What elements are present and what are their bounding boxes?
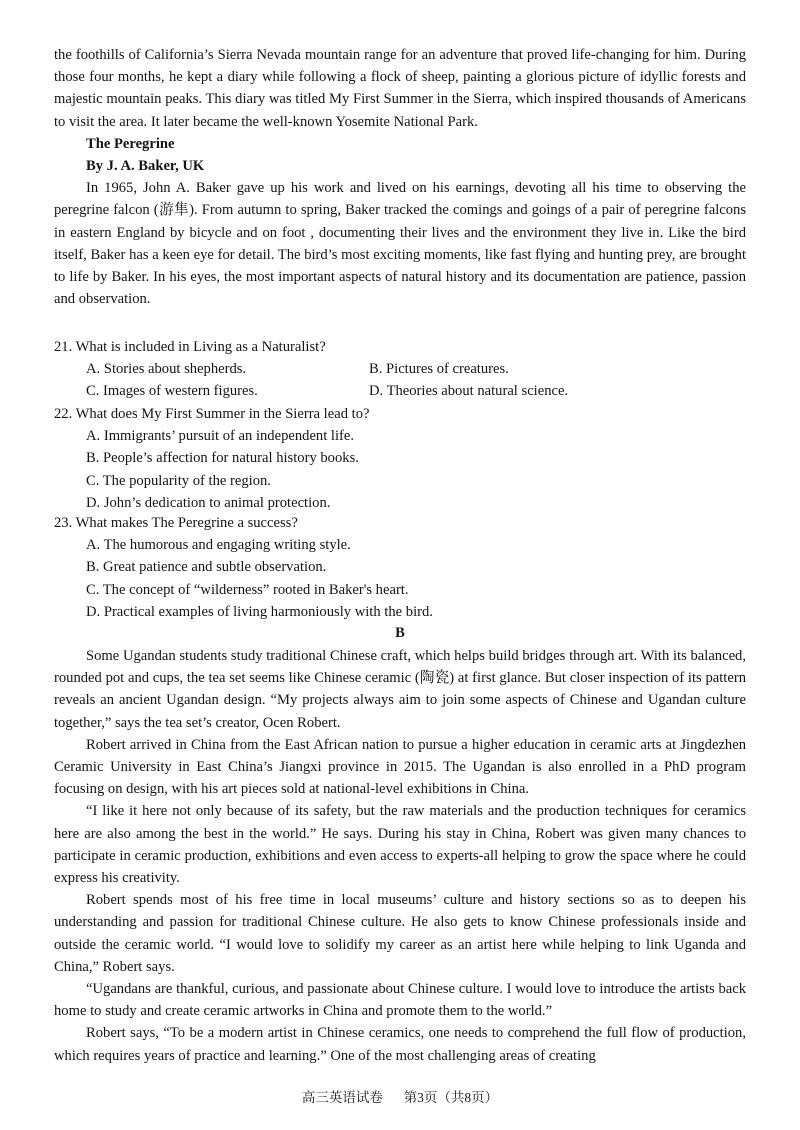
option-d: D. Theories about natural science. (369, 383, 569, 400)
option-d: D. John’s dedication to animal protection. (86, 494, 331, 511)
passage-b-paragraph-3: “I like it here not only because of its safety, but the raw materials and the production techniques for ceramics here are also among the best in the world.” He says. During his stay in China, Robert was given many chances to participate in ceramic production, exhibitions and even access to experts-all helping to grow the space where he could express his creativity. (54, 803, 746, 887)
option-c: C. Images of western figures. (86, 383, 258, 400)
page-footer (0, 1087, 800, 1109)
question-stem: 23. What makes The Peregrine a success? (54, 515, 298, 531)
book-author: By J. A. Baker, UK (86, 158, 205, 175)
passage-b (54, 645, 746, 1067)
passage-b-paragraph-4: Robert spends most of his free time in local museums’ culture and history sections so as to deepen his understanding and passion for traditional Chinese culture. He also gets to know Chinese professionals inside and outside the ceramic world. “I would love to solidify my career as an artist here while helping to link Uganda and China,” Robert says. (54, 892, 746, 975)
option-row (54, 380, 746, 402)
page-info: 第3页（共8页） (403, 1090, 499, 1105)
question-stem: 21. What is included in Living as a Naturalist? (54, 339, 326, 355)
book-title: The Peregrine (86, 135, 175, 152)
intro-paragraph-end: the foothills of California’s Sierra Nevada mountain range for an adventure that proved life-changing for him. During those four months, he kept a diary while following a flock of sheep, painting a glorious picture of idyllic forests and majestic mountain peaks. This diary was titled My First Summer in the Sierra, which inspired thousands of Americans to visit the area. It later became the well-known Yosemite National Park. (54, 47, 746, 130)
passage-b-paragraph-2: Robert arrived in China from the East African nation to pursue a higher education in ceramic arts at Jingdezhen Ceramic University in East China’s Jiangxi province in 2015. The Ugandan is also enrolled in a PhD program focusing on design, with his art pieces sold at national-level exhibitions in China. (54, 736, 746, 798)
option-b: B. Pictures of creatures. (369, 361, 509, 378)
question-22 (54, 403, 746, 514)
exam-name: 高三英语试卷 (301, 1090, 383, 1105)
section-b-letter: B (395, 625, 405, 641)
option-a: A. The humorous and engaging writing style. (86, 537, 351, 554)
option-a: A. Immigrants’ pursuit of an independent life. (86, 428, 355, 445)
book-paragraph: In 1965, John A. Baker gave up his work and lived on his earnings, devoting all his time to observing the peregrine falcon (游隼). From autumn to spring, Baker tracked the comings and goings of a pair of peregrine falcons in eastern England by bicycle and on foot , documenting their lives and the environment they live in. Like the bird itself, Baker has a keen eye for detail. The bird’s most exciting moments, like fast flying and hunting prey, are brought to life by Baker. In his eyes, the most important aspects of natural history and its documentation are patience, passion and observation. (54, 180, 746, 308)
option-a: A. Stories about shepherds. (86, 361, 247, 378)
question-stem: 22. What does My First Summer in the Sierra lead to? (54, 406, 370, 422)
question-23 (54, 512, 746, 623)
option-c: C. The concept of “wilderness” rooted in Baker's heart. (86, 581, 409, 598)
passage-b-paragraph-5: “Ugandans are thankful, curious, and passionate about Chinese culture. I would love to introduce the artists back home to study and create ceramic artworks in China and promote them to the world.” (54, 981, 746, 1020)
question-21 (54, 336, 746, 403)
option-d: D. Practical examples of living harmoniously with the bird. (86, 603, 433, 620)
passage-b-paragraph-6: Robert says, “To be a modern artist in Chinese ceramics, one needs to comprehend the full flow of production, which requires years of practice and learning.” One of the most challenging areas of creating (54, 1025, 746, 1064)
passage-b-paragraph-1: Some Ugandan students study traditional Chinese craft, which helps build bridges through art. With its balanced, rounded pot and cups, the tea set seems like Chinese ceramic (陶瓷) at first glance. But closer inspection of its pattern reveals an ancient Ugandan design. “My projects always aim to join some aspects of Chinese and Ugandan culture together,” says the tea set’s creator, Ocen Robert. (54, 648, 746, 731)
option-b: B. Great patience and subtle observation. (86, 559, 327, 576)
option-c: C. The popularity of the region. (86, 472, 271, 489)
option-b: B. People’s affection for natural history books. (86, 450, 359, 467)
passage-a-continued (54, 44, 746, 310)
option-row (54, 358, 746, 380)
